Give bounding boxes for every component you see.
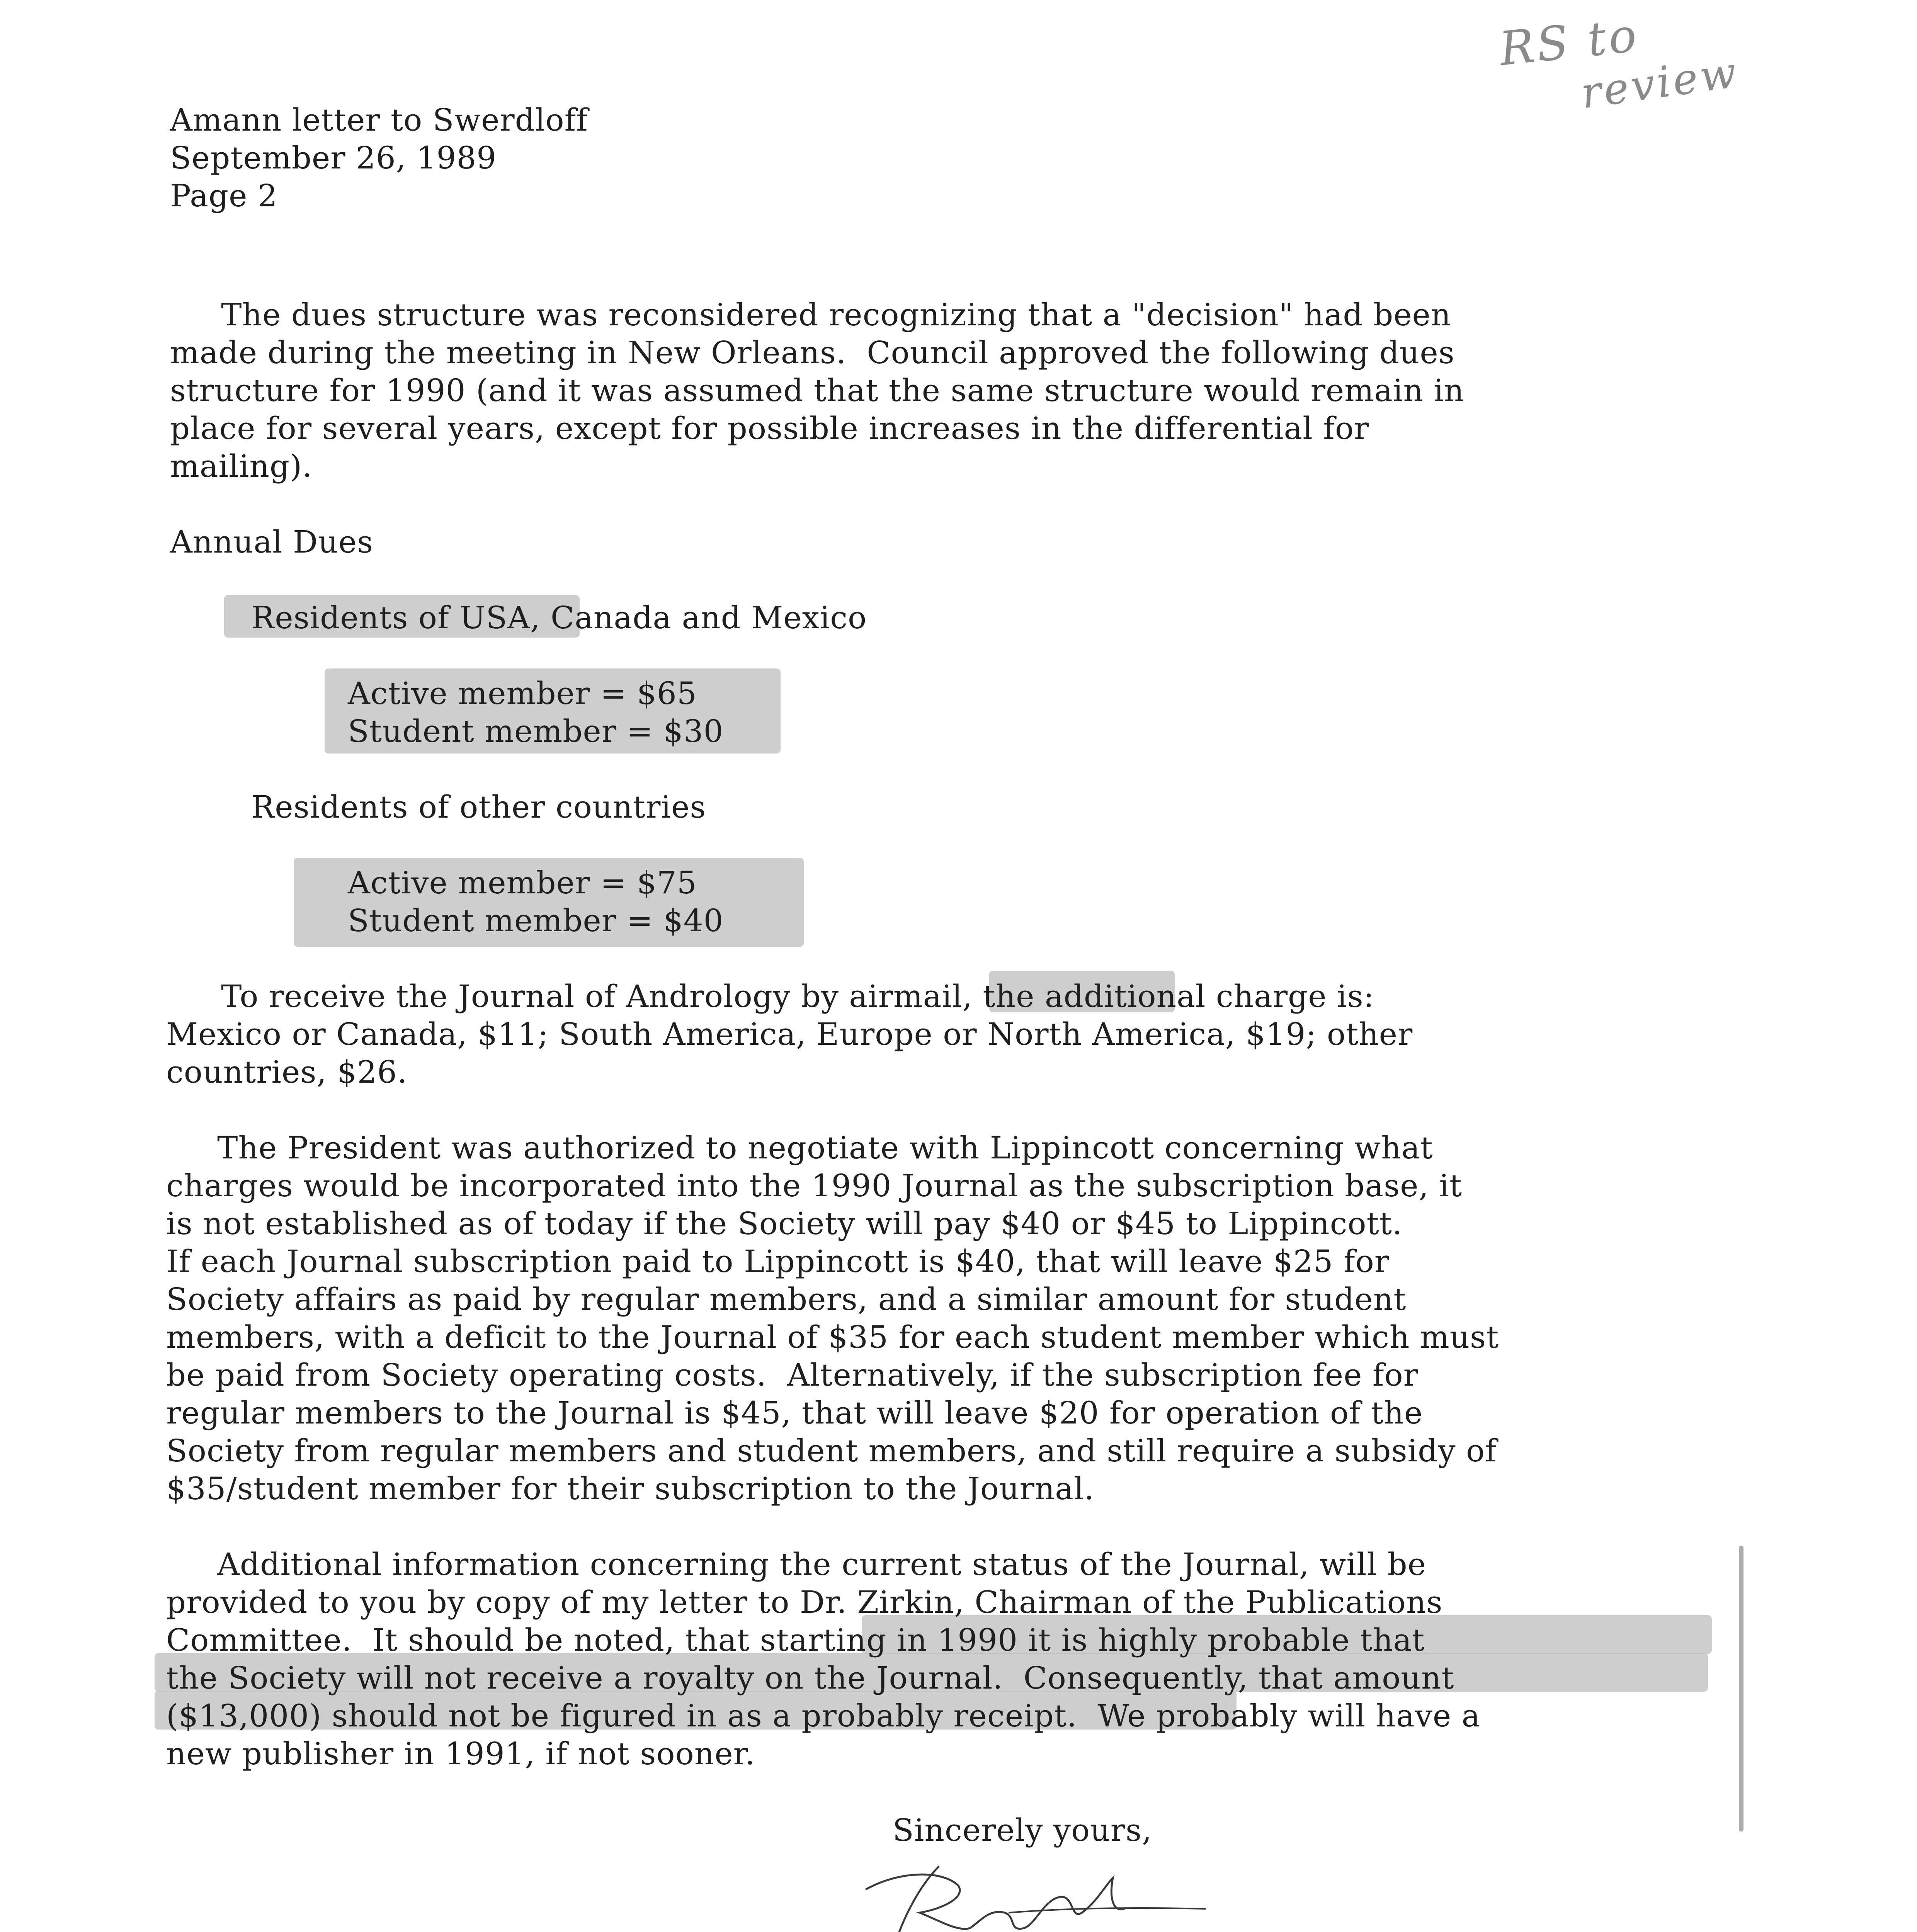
para3-line-4: If each Journal subscription paid to Lippincott is $40, that will leave $25 for — [166, 1243, 1390, 1279]
header-line-3: Page 2 — [170, 178, 278, 214]
para1-line-2: made during the meeting in New Orleans. Council approved the following dues — [170, 335, 1455, 371]
handwritten-note-line2: review — [1578, 47, 1742, 118]
para4-line-3: Committee. It should be noted, that starting in 1990 it is highly probable that — [166, 1622, 1425, 1658]
para4-line-6: new publisher in 1991, if not sooner. — [166, 1736, 755, 1772]
para1-line-1: The dues structure was reconsidered recognizing that a "decision" had been — [170, 297, 1451, 333]
para1-line-4: place for several years, except for possible increases in the differential for — [170, 410, 1369, 446]
para3-line-5: Society affairs as paid by regular members, and a similar amount for student — [166, 1281, 1407, 1317]
para3-line-2: charges would be incorporated into the 1990 Journal as the subscription base, it — [166, 1168, 1463, 1204]
dues-group2-active: Active member = $75 — [348, 865, 697, 901]
handwritten-note-line1: RS to — [1497, 8, 1641, 77]
para4-line-2: provided to you by copy of my letter to Dr. Zirkin, Chairman of the Publications — [166, 1584, 1443, 1620]
para3-line-3: is not established as of today if the Society will pay $40 or $45 to Lippincott. — [166, 1206, 1403, 1242]
para4-line-1: Additional information concerning the current status of the Journal, will be — [166, 1546, 1427, 1582]
para2-line-2: Mexico or Canada, $11; South America, Europe or North America, $19; other — [166, 1016, 1413, 1052]
para3-line-7: be paid from Society operating costs. Alternatively, if the subscription fee for — [166, 1357, 1419, 1393]
para1-line-3: structure for 1990 (and it was assumed that the same structure would remain in — [170, 372, 1465, 408]
para3-line-8: regular members to the Journal is $45, that will leave $20 for operation of the — [166, 1395, 1423, 1431]
para3-line-9: Society from regular members and student members, and still require a subsidy of — [166, 1433, 1497, 1469]
dues-group1-active: Active member = $65 — [348, 675, 697, 711]
para2-line-3: countries, $26. — [166, 1054, 408, 1090]
annual-dues-heading: Annual Dues — [170, 524, 374, 560]
margin-mark — [1739, 1546, 1744, 1832]
para2-line-1: To receive the Journal of Andrology by airmail, the additional charge is: — [170, 978, 1374, 1014]
para4-line-5: ($13,000) should not be figured in as a probably receipt. We probably will have a — [166, 1698, 1481, 1734]
dues-group2-label: Residents of other countries — [251, 789, 706, 825]
para3-line-6: members, with a deficit to the Journal of $35 for each student member which must — [166, 1319, 1499, 1355]
signature — [842, 1855, 1221, 1932]
para3-line-1: The President was authorized to negotiate with Lippincott concerning what — [166, 1130, 1433, 1166]
dues-group1-student: Student member = $30 — [348, 713, 724, 749]
closing-salutation: Sincerely yours, — [893, 1812, 1152, 1848]
para1-line-5: mailing). — [170, 448, 313, 484]
header-line-1: Amann letter to Swerdloff — [170, 102, 588, 138]
header-line-2: September 26, 1989 — [170, 140, 497, 176]
handwritten-note — [1497, 8, 1808, 128]
para4-line-4: the Society will not receive a royalty on the Journal. Consequently, that amount — [166, 1660, 1454, 1696]
para3-line-10: $35/student member for their subscription to the Journal. — [166, 1471, 1094, 1507]
dues-group2-student: Student member = $40 — [348, 903, 724, 939]
dues-group1-label: Residents of USA, Canada and Mexico — [251, 600, 867, 636]
